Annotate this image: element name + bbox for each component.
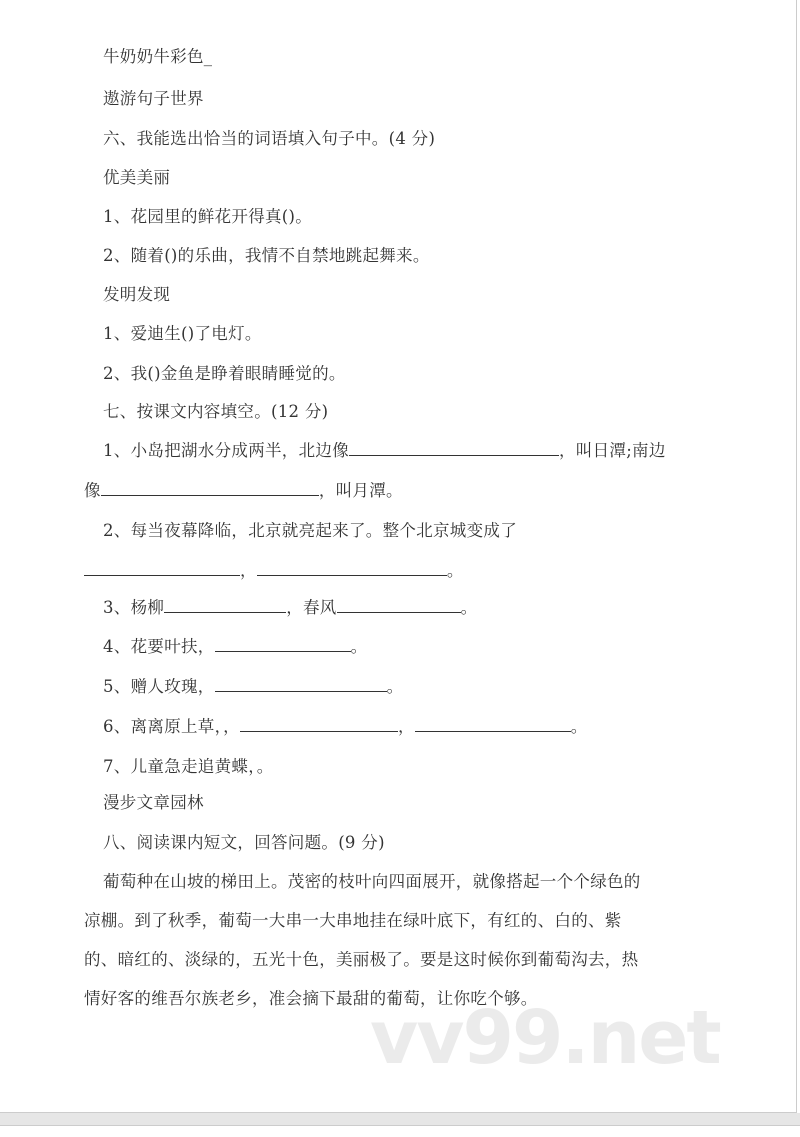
passage-line: 葡萄种在山坡的梯田上。茂密的枝叶向四面展开，就像搭起一个个绿色的 [103,872,641,891]
text: 。 [446,561,464,580]
passage-line: 情好客的维吾尔族老乡，准会摘下最甜的葡萄，让你吃个够。 [84,989,538,1008]
text: 1、小岛把湖水分成两半，北边像 [103,441,349,460]
question-heading: 八、阅读课内短文，回答问题。(9 分) [103,833,385,852]
question-heading: 七、按课文内容填空。(12 分) [103,402,329,421]
text: 6、离离原上草，， [103,717,240,736]
answer-blank[interactable] [101,480,319,496]
text: 。 [386,677,404,696]
text: 3、杨柳 [103,598,165,617]
watermark: vv99.net [370,995,720,1081]
page-separator [0,1113,800,1126]
question-item [103,636,367,658]
question-item: 2、随着()的乐曲，我情不自禁地跳起舞来。 [103,246,430,265]
text: ， [240,561,257,580]
text: 。 [460,598,478,617]
text: 。 [570,717,588,736]
text: 像 [84,481,101,500]
answer-blank[interactable] [215,636,351,652]
answer-blank[interactable] [240,716,398,732]
answer-blank[interactable] [84,560,240,576]
answer-blank[interactable] [215,676,387,692]
word-choices: 发明发现 [103,285,171,304]
question-item: 1、爱迪生()了电灯。 [103,324,262,343]
section-heading: 遨游句子世界 [103,89,204,108]
question-item [103,597,477,619]
passage-line: 的、暗红的、淡绿的，五光十色，美丽极了。要是这时候你到葡萄沟去，热 [84,950,639,969]
answer-blank[interactable] [257,560,447,576]
text: 5、赠人玫瑰， [103,677,215,696]
text: ，叫月潭。 [318,481,403,500]
question-heading: 六、我能选出恰当的词语填入句子中。(4 分) [103,129,436,148]
question-item [103,440,666,462]
answer-blank[interactable] [415,716,571,732]
answer-blank[interactable] [349,440,559,456]
text: 4、花要叶扶， [103,637,215,656]
text: 。 [350,637,368,656]
text: ，春风 [286,598,337,617]
passage-line: 凉棚。到了秋季，葡萄一大串一大串地挂在绿叶底下，有红的、白的、紫 [84,911,622,930]
question-item: 7、儿童急走追黄蝶，。 [103,757,274,776]
text-line: 牛奶奶牛彩色_ [103,47,213,66]
section-heading: 漫步文章园林 [103,793,204,812]
question-item [103,676,403,698]
word-choices: 优美美丽 [103,168,171,187]
question-item: 2、每当夜幕降临，北京就亮起来了。整个北京城变成了 [103,521,517,540]
question-item [103,716,588,738]
answer-blank[interactable] [164,597,286,613]
question-item: 1、花园里的鲜花开得真()。 [103,207,313,226]
question-item: 2、我()金鱼是睁着眼睛睡觉的。 [103,364,346,383]
answer-blank[interactable] [337,597,461,613]
text: ， [397,717,415,736]
question-item-continued [84,480,403,502]
question-item-continued [84,560,464,582]
text: ，叫日潭;南边 [559,441,666,460]
